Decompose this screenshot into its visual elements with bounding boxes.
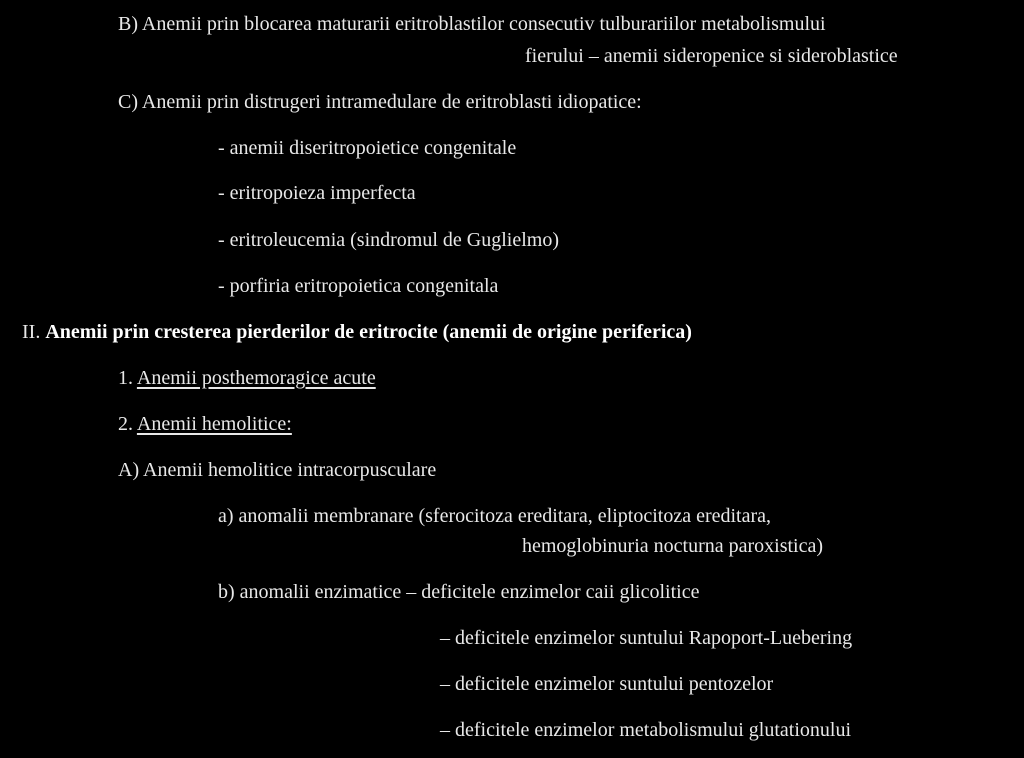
item-2-number: 2. [118, 413, 133, 435]
membrane-anomalies-line-2: hemoglobinuria nocturna paroxistica) [522, 535, 824, 557]
section-c-item-1: - anemii diseritropoietice congenitale [218, 137, 517, 159]
section-a-heading: A) Anemii hemolitice intracorpusculare [118, 459, 437, 481]
item-1 [118, 366, 376, 390]
membrane-anomalies-line-1: a) anomalii membranare (sferocitoza ereditara, eliptocitoza ereditara, [218, 505, 772, 527]
item-2-text: Anemii hemolitice: [136, 413, 292, 435]
item-1-text: Anemii posthemoragice acute [136, 367, 376, 389]
section-c-item-2: - eritropoieza imperfecta [218, 182, 416, 204]
item-2 [118, 412, 292, 436]
section-b-line-1: B) Anemii prin blocarea maturarii eritroblastilor consecutiv tulburariilor metabolismului [118, 13, 826, 35]
enzyme-deficit-item-1: – deficitele enzimelor suntului Rapoport-Luebering [440, 627, 853, 649]
item-1-number: 1. [118, 367, 133, 389]
enzyme-anomalies-line-1: b) anomalii enzimatice – deficitele enzimelor caii glicolitice [218, 581, 700, 603]
section-ii-prefix: II. [22, 321, 41, 343]
section-c-item-4: - porfiria eritropoietica congenitala [218, 275, 499, 297]
section-ii-heading [22, 320, 692, 344]
section-c-heading: C) Anemii prin distrugeri intramedulare de eritroblasti idiopatice: [118, 91, 642, 113]
enzyme-deficit-item-3: – deficitele enzimelor metabolismului glutationului [440, 719, 852, 741]
section-c-item-3: - eritroleucemia (sindromul de Guglielmo) [218, 229, 560, 251]
section-b-line-2: fierului – anemii sideropenice si sideroblastice [525, 45, 898, 67]
section-ii-title: Anemii prin cresterea pierderilor de eritrocite (anemii de origine periferica) [45, 321, 692, 343]
enzyme-deficit-item-2: – deficitele enzimelor suntului pentozelor [440, 673, 774, 695]
